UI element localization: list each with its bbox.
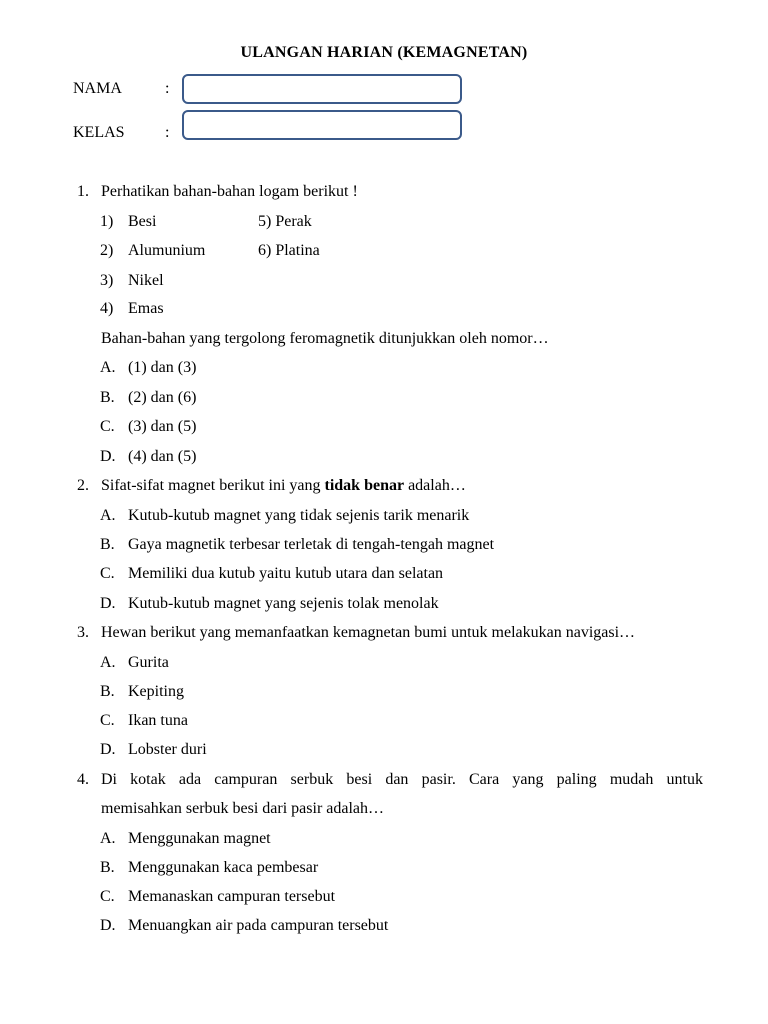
kelas-field[interactable] (182, 110, 462, 140)
question-number: 3. (77, 624, 89, 641)
question-text: Di kotak ada campuran serbuk besi dan pasir. Cara yang paling mudah untuk (101, 771, 703, 788)
question-number: 1. (77, 183, 89, 200)
question-text-continued: memisahkan serbuk besi dari pasir adalah… (101, 800, 385, 817)
question-text: Perhatikan bahan-bahan logam berikut ! (101, 183, 358, 200)
nama-field[interactable] (182, 74, 462, 104)
question-prompt: Bahan-bahan yang tergolong feromagnetik ditunjukkan oleh nomor… (101, 330, 549, 347)
question-text: Hewan berikut yang memanfaatkan kemagnetan bumi untuk melakukan navigasi… (101, 624, 636, 641)
question-number: 2. (77, 477, 89, 494)
nama-colon: : (165, 80, 170, 97)
question-number: 4. (77, 771, 89, 788)
kelas-label: KELAS (73, 124, 125, 141)
page-title: ULANGAN HARIAN (KEMAGNETAN) (240, 44, 528, 61)
nama-label: NAMA (73, 80, 122, 97)
question-text: Sifat-sifat magnet berikut ini yang tidak benar adalah… (101, 477, 466, 494)
kelas-colon: : (165, 124, 170, 141)
